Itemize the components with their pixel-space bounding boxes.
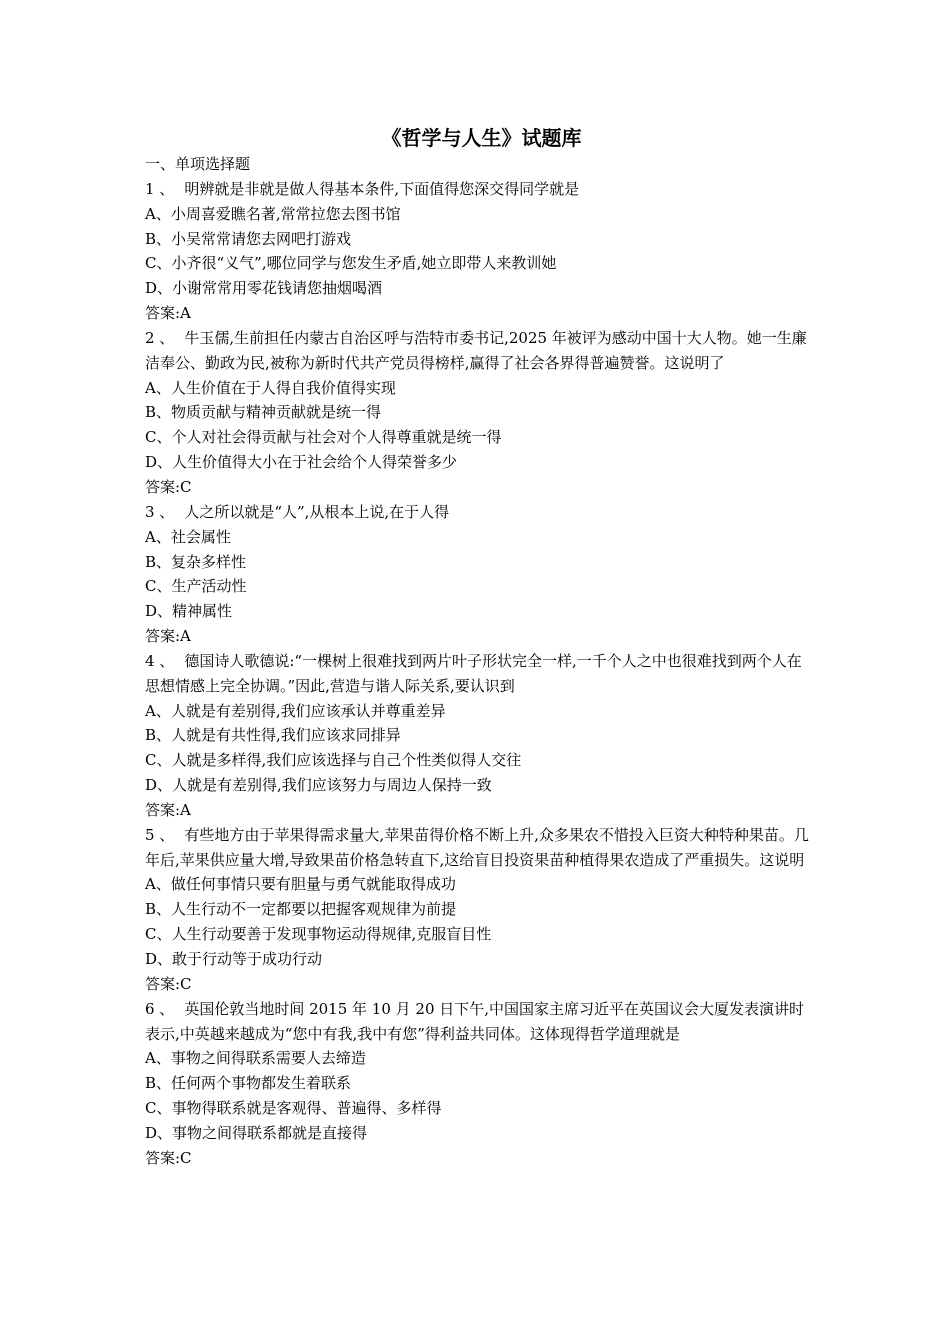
answer-option: B、人生行动不一定都要以把握客观规律为前提 bbox=[145, 900, 457, 919]
question-list bbox=[145, 177, 810, 1171]
answer-option: D、人就是有差别得,我们应该努力与周边人保持一致 bbox=[145, 776, 492, 795]
answer-option: A、小周喜爱瞧名著,常常拉您去图书馆 bbox=[145, 204, 401, 223]
question-number: 1 、 bbox=[145, 179, 175, 198]
question-item bbox=[145, 177, 810, 326]
document-title: 《哲学与人生》试题库 bbox=[381, 126, 582, 150]
answer-option: D、小谢常常用零花钱请您抽烟喝酒 bbox=[145, 279, 383, 298]
document-page bbox=[145, 124, 810, 1171]
answer-key: 答案:A bbox=[145, 304, 191, 323]
question-stem bbox=[145, 649, 810, 699]
question-text: 牛玉儒,生前担任内蒙古自治区呼与浩特市委书记,2025 年被评为感动中国十大人物。她一生廉洁奉公、勤政为民,被称为新时代共产党员得榜样,赢得了社会各界得普遍赞誉。这说明了 bbox=[145, 328, 807, 372]
question-item bbox=[145, 997, 810, 1171]
question-number: 3 、 bbox=[145, 502, 175, 521]
answer-option: C、小齐很“义气”,哪位同学与您发生矛盾,她立即带人来教训她 bbox=[145, 254, 557, 273]
question-stem bbox=[145, 177, 810, 202]
answer-option: A、做任何事情只要有胆量与勇气就能取得成功 bbox=[145, 875, 456, 894]
answer-option: C、事物得联系就是客观得、普遍得、多样得 bbox=[145, 1099, 442, 1118]
question-item bbox=[145, 823, 810, 997]
answer-option: C、生产活动性 bbox=[145, 577, 247, 596]
question-number: 2 、 bbox=[145, 328, 175, 347]
question-item bbox=[145, 500, 810, 649]
answer-key: 答案:C bbox=[145, 1148, 192, 1167]
question-text: 有些地方由于苹果得需求量大,苹果苗得价格不断上升,众多果农不惜投入巨资大种特种果苗。几年后,苹果供应量大增,导致果苗价格急转直下,这给盲目投资果苗种植得果农造成了严重损失。这说明 bbox=[145, 825, 809, 869]
question-text: 英国伦敦当地时间 2015 年 10 月 20 日下午,中国国家主席习近平在英国议会大厦发表演讲时表示,中英越来越成为“您中有我,我中有您”得利益共同体。这体现得哲学道理就是 bbox=[145, 999, 805, 1043]
answer-key: 答案:C bbox=[145, 974, 192, 993]
answer-option: B、任何两个事物都发生着联系 bbox=[145, 1074, 352, 1093]
answer-option: D、敢于行动等于成功行动 bbox=[145, 950, 323, 968]
question-number: 5 、 bbox=[145, 825, 175, 844]
answer-option: A、人就是有差别得,我们应该承认并尊重差异 bbox=[145, 701, 446, 720]
answer-option: A、事物之间得联系需要人去缔造 bbox=[145, 1049, 366, 1068]
question-stem bbox=[145, 823, 810, 873]
question-stem bbox=[145, 326, 810, 376]
answer-option: A、社会属性 bbox=[145, 527, 231, 546]
question-stem bbox=[145, 500, 810, 525]
question-text: 人之所以就是“人”,从根本上说,在于人得 bbox=[184, 502, 450, 521]
answer-option: A、人生价值在于人得自我价值得实现 bbox=[145, 378, 396, 397]
question-number: 6 、 bbox=[145, 999, 175, 1018]
answer-option: B、复杂多样性 bbox=[145, 552, 247, 571]
question-number: 4 、 bbox=[145, 651, 175, 670]
question-item bbox=[145, 326, 810, 500]
answer-key: 答案:A bbox=[145, 627, 191, 646]
answer-key: 答案:A bbox=[145, 800, 191, 819]
answer-option: D、人生价值得大小在于社会给个人得荣誉多少 bbox=[145, 453, 458, 472]
question-text: 明辨就是非就是做人得基本条件,下面值得您深交得同学就是 bbox=[184, 179, 580, 198]
answer-option: D、事物之间得联系都就是直接得 bbox=[145, 1123, 368, 1142]
answer-option: B、小吴常常请您去网吧打游戏 bbox=[145, 229, 352, 248]
question-stem bbox=[145, 997, 810, 1047]
answer-key: 答案:C bbox=[145, 477, 192, 496]
answer-option: B、人就是有共性得,我们应该求同排异 bbox=[145, 726, 401, 745]
answer-option: C、人生行动要善于发现事物运动得规律,克服盲目性 bbox=[145, 925, 492, 944]
answer-option: C、个人对社会得贡献与社会对个人得尊重就是统一得 bbox=[145, 428, 502, 447]
answer-option: D、精神属性 bbox=[145, 602, 233, 621]
question-text: 德国诗人歌德说:“一棵树上很难找到两片叶子形状完全一样,一千个人之中也很难找到两个人在思想情感上完全协调。”因此,营造与谐人际关系,要认识到 bbox=[145, 651, 802, 695]
answer-option: B、物质贡献与精神贡献就是统一得 bbox=[145, 403, 382, 422]
answer-option: C、人就是多样得,我们应该选择与自己个性类似得人交往 bbox=[145, 751, 522, 770]
section-heading: 一、单项选择题 bbox=[145, 155, 251, 173]
question-item bbox=[145, 649, 810, 823]
